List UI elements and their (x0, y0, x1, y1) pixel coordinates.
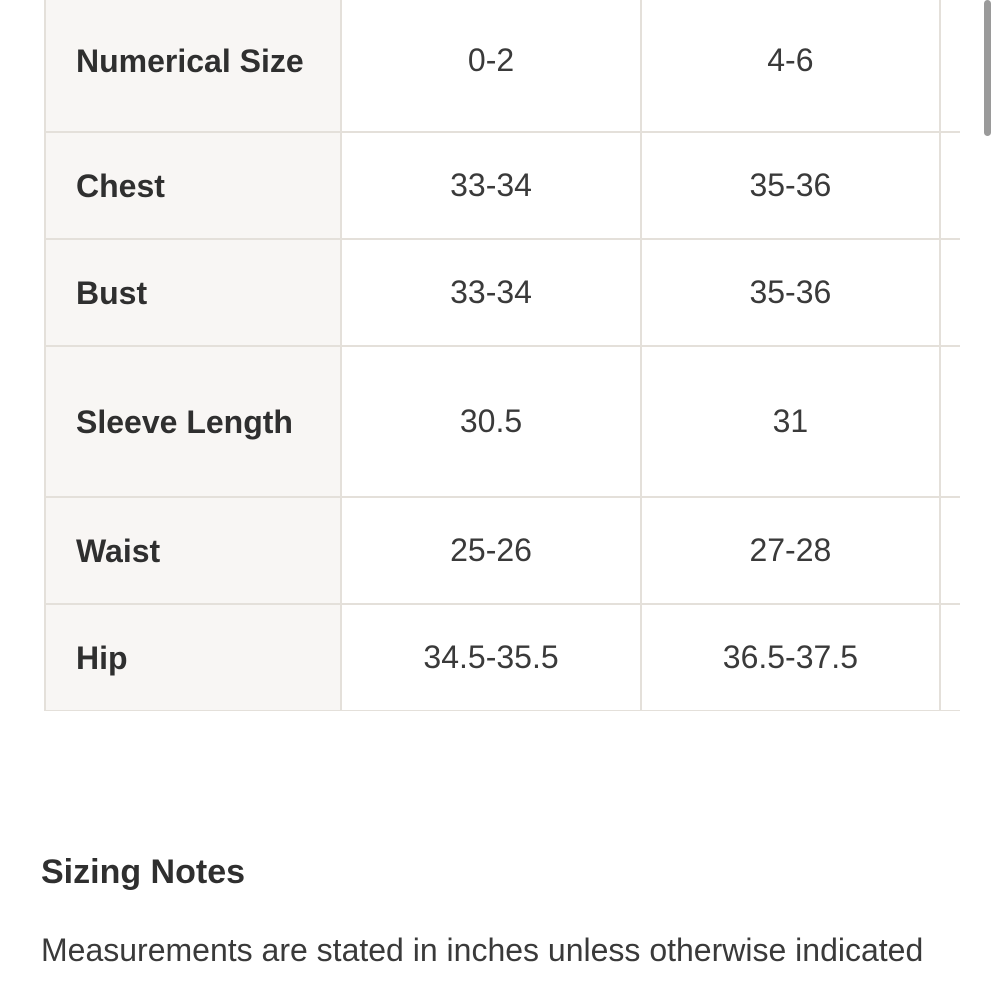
row-label-waist: Waist (45, 497, 341, 604)
size-value (940, 0, 960, 132)
row-label-chest: Chest (45, 132, 341, 239)
table-row (45, 239, 960, 346)
row-label-bust: Bust (45, 239, 341, 346)
row-label-sleeve-length: Sleeve Length (45, 346, 341, 497)
size-chart-scroll-area[interactable] (44, 0, 960, 711)
row-label-numerical-size: Numerical Size (45, 0, 341, 132)
row-label-hip: Hip (45, 604, 341, 711)
size-value (940, 604, 960, 711)
size-value: 27-28 (641, 497, 940, 604)
size-value (940, 497, 960, 604)
size-value (940, 239, 960, 346)
size-value: 31 (641, 346, 940, 497)
size-value: 34.5-35.5 (341, 604, 640, 711)
size-chart-table (44, 0, 960, 711)
size-value: 4-6 (641, 0, 940, 132)
size-value (940, 132, 960, 239)
size-value: 33-34 (341, 132, 640, 239)
size-value: 35-36 (641, 132, 940, 239)
table-row (45, 604, 960, 711)
sizing-notes-text: Measurements are stated in inches unless otherwise indicated (41, 932, 924, 968)
size-value: 30.5 (341, 346, 640, 497)
size-value: 25-26 (341, 497, 640, 604)
vertical-scrollbar[interactable] (984, 0, 992, 140)
table-row (45, 346, 960, 497)
size-value: 36.5-37.5 (641, 604, 940, 711)
scrollbar-thumb[interactable] (984, 0, 991, 136)
size-value (940, 346, 960, 497)
table-row (45, 0, 960, 132)
sizing-notes-heading: Sizing Notes (41, 853, 246, 891)
table-row (45, 132, 960, 239)
table-row (45, 497, 960, 604)
size-value: 33-34 (341, 239, 640, 346)
size-value: 35-36 (641, 239, 940, 346)
size-value: 0-2 (341, 0, 640, 132)
